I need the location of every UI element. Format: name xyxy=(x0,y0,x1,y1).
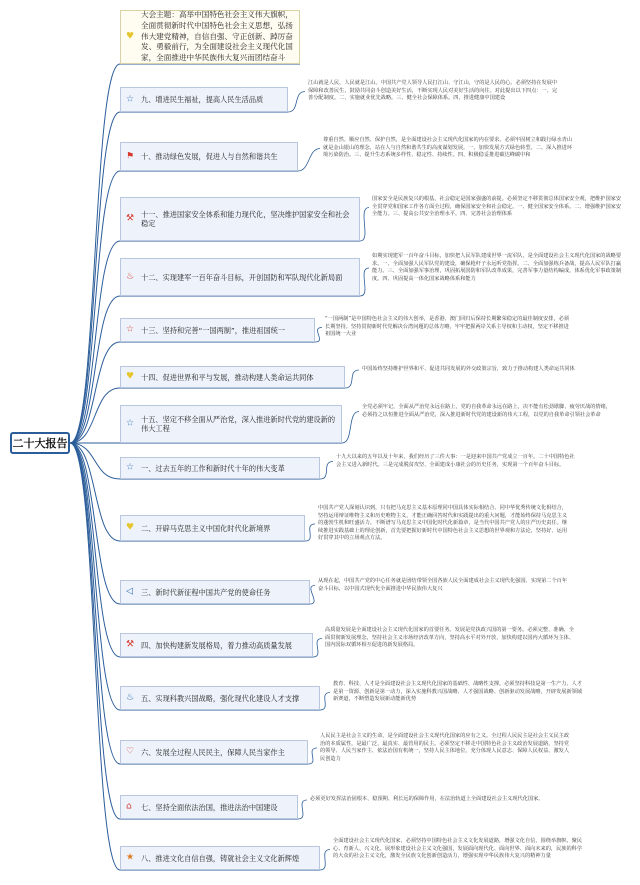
heart-icon: ♥ xyxy=(126,31,135,42)
connector-root-to-node xyxy=(70,443,120,819)
node-6[interactable]: ♡ 六、发展全过程人民民主，保障人民当家作主 xyxy=(120,740,308,764)
flame-icon: ♨ xyxy=(126,271,135,282)
connector-node-to-desc xyxy=(313,639,322,658)
connector-node-to-desc xyxy=(298,800,307,819)
desc-10: 尊重自然、顺应自然、保护自然，是全面建设社会主义现代化国家的内在要求。必须牢固树立和践行绿水青山就是金山银山的理念，站在人与自然和谐共生的高度谋划发展。一、加快发展方式绿色转型。二、深入推进环境污染防治。三、提升生态系统多样性、稳定性、持续性。四、积极稳妥推进碳达峰碳中和 xyxy=(323,137,573,159)
connector-node-to-desc xyxy=(315,328,322,343)
heart-outline-icon: ♡ xyxy=(126,746,135,757)
star-icon: ☆ xyxy=(126,418,135,429)
desc-12: 如期实现建军一百年奋斗目标，加快把人民军队建成世界一流军队，是全面建设社会主义现代化国家的战略要求。一、全面加强人民军队党的建设，确保枪杆子永远听党指挥。二、全面加强练兵备战，提高人民军队打赢能力。三、全面加强军事治理，巩固拓展国防和军队改革成果，完善军事力量结构编成，体系优化军事政策制度。四、巩固提高一体化国家战略体系和能力 xyxy=(372,253,622,282)
connector-node-to-desc xyxy=(298,149,320,172)
node-theme[interactable]: ♥ 大会主题：高举中国特色社会主义伟大旗帜，全面贯彻新时代中国特色社会主义思想，弘扬伟大建党精神，自信自强、守正创新、踔厉奋发、勇毅前行，为全面建设社会主义现代化国家，全面推进中华民族伟大复兴而团结奋斗 xyxy=(120,10,300,64)
node-13[interactable]: ☆ 十三、坚持和完善“一国两制”，推进祖国统一 xyxy=(120,318,315,342)
desc-8: 全面建设社会主义现代化国家，必须坚持中国特色社会主义文化发展道路，增强文化自信，围绕举旗帜、聚民心、育新人、兴文化、展形象建设社会主义文化强国，发展面向现代化、面向世界、面向未来的，民族的科学的大众的社会主义文化，激发全民族文化创新创造活力，增强实现中华民族伟大复兴的精神力量 xyxy=(333,838,583,860)
desc-6: 人民民主是社会主义的生命，是全面建设社会主义现代化国家的应有之义。全过程人民民主是社会主义民主政治的本质属性，是最广泛、最真实、最管用的民主。必须坚定不移走中国特色社会主义政治发展道路，坚持党的领导、人民当家作主、依法治国有机统一，坚持人民主体地位，充分体现人民意志、保障人民权益、激发人民创造力 xyxy=(320,733,570,762)
node-4[interactable]: ⚒ 四、加快构建新发展格局，着力推动高质量发展 xyxy=(120,633,313,657)
desc-13: “一国两制”是中国特色社会主义的伟大创举，是香港、澳门回归后保持长期繁荣稳定的最佳制度安排，必须长期坚持。坚持贯彻新时代党解决台湾问题的总体方略，牢牢把握两岸关系主导权和主动权，坚定不移推进祖国统一大业 xyxy=(325,316,570,338)
root-topic[interactable]: 二十大报告 xyxy=(10,432,70,454)
tools-icon: ⚒ xyxy=(126,639,135,650)
connector-node-to-desc xyxy=(320,462,333,480)
flag-icon: ⚑ xyxy=(126,151,135,161)
connector-node-to-desc xyxy=(320,850,330,871)
connector-node-to-desc xyxy=(360,208,369,242)
heart-icon: ♥ xyxy=(126,522,135,533)
desc-2: 中国共产党人深刻认识到，只有把马克思主义基本原理同中国具体实际相结合、同中华优秀传统文化相结合，坚持运用辩证唯物主义和历史唯物主义，才能正确回答时代和实践提出的重大问题，才能始终保持马克思主义的蓬勃生机和旺盛活力。不断谱写马克思主义中国化时代化新篇章，是当代中国共产党人的庄严历史责任。继续推进实践基础上的理论创新，首先要把握好新时代中国特色社会主义思想的世界观和方法论，坚持好、运用好贯穿其中的立场观点方法。 xyxy=(318,505,568,542)
connector-node-to-desc xyxy=(342,412,359,444)
desc-11: 国家安全是民族复兴的根基，社会稳定是国家强盛的前提。必须坚定不移贯彻总体国家安全观，把维护国家安全贯穿党和国家工作各方面全过程，确保国家安全和社会稳定。一、健全国家安全体系。二、增强维护国家安全能力。三、提高公共安全治理水平。四、完善社会治理体系 xyxy=(372,196,622,218)
desc-7: 必须更好发挥法治固根本、稳预期、利长远的保障作用，在法治轨道上全面建设社会主义现代化国家。 xyxy=(310,796,544,802)
connector-root-to-node xyxy=(70,171,120,443)
send-icon: ◁ xyxy=(126,586,133,597)
desc-15: 全党必须牢记，全面从严治党永远在路上，党的自我革命永远在路上，决不能有松劲歇脚、疲劳厌战的情绪，必须持之以恒推进全面从严治党，深入推进新时代党的建设新的伟大工程，以党的自我革命引领社会革命 xyxy=(362,404,612,418)
connector-node-to-desc xyxy=(308,748,317,764)
node-3[interactable]: ◁ 三、新时代新征程中国共产党的使命任务 xyxy=(120,580,310,604)
connector-node-to-desc xyxy=(305,524,315,541)
node-14[interactable]: ♥ 十四、促进世界和平与发展，推动构建人类命运共同体 xyxy=(120,366,345,388)
desc-3: 从现在起，中国共产党的中心任务就是团结带领全国各族人民全面建成社会主义现代化强国、实现第二个百年奋斗目标，以中国式现代化全面推进中华民族伟大复兴 xyxy=(318,578,568,592)
connector-node-to-desc xyxy=(320,693,330,711)
heart-icon: ♥ xyxy=(126,371,135,382)
desc-5: 教育、科技、人才是全面建设社会主义现代化国家的基础性、战略性支撑。必须坚持科技是第一生产力、人才是第一资源、创新是第一动力，深入实施科教兴国战略、人才强国战略、创新驱动发展战略，开辟发展新领域新赛道，不断塑造发展新动能新优势 xyxy=(333,681,583,703)
connector-node-to-desc xyxy=(345,370,359,388)
star-icon: ★ xyxy=(126,852,135,863)
flame-icon: ♨ xyxy=(126,692,135,703)
node-2[interactable]: ♥ 二、开辟马克思主义中国化时代化新境界 xyxy=(120,515,305,541)
node-10[interactable]: ⚑ 十、推动绿色发展，促进人与自然和谐共生 xyxy=(120,142,298,171)
connector-node-to-desc xyxy=(288,92,305,113)
node-15[interactable]: ☆ 十五、坚定不移全面从严治党，深入推进新时代党的建设新的伟大工程 xyxy=(120,405,342,443)
desc-14: 中国始终坚持维护世界和平、促进共同发展的外交政策宗旨，致力于推动构建人类命运共同体 xyxy=(362,366,575,372)
connector-root-to-node xyxy=(70,296,120,443)
home-icon: ⌂ xyxy=(126,801,132,812)
node-12[interactable]: ♨ 十二、实现建军一百年奋斗目标，开创国防和军队现代化新局面 xyxy=(120,258,360,296)
node-1[interactable]: ☆ 一、过去五年的工作和新时代十年的伟大变革 xyxy=(120,457,320,479)
node-8[interactable]: ★ 八、推进文化自信自强，铸就社会主义文化新辉煌 xyxy=(120,846,320,870)
desc-1: 十九大以来的五年以及十年来，我们经历了三件大事：一是迎来中国共产党成立一百年。二十中国特色社会主义进入新时代。三是完成脱贫攻坚、全面建成小康社会的历史任务，实现第一个百年奋斗目标。 xyxy=(336,454,575,468)
star-icon: ☆ xyxy=(126,462,135,473)
connector-node-to-desc xyxy=(360,268,369,296)
node-7[interactable]: ⌂ 七、坚持全面依法治国，推进法治中国建设 xyxy=(120,795,298,819)
connector-root-to-node xyxy=(70,443,120,870)
node-11[interactable]: ⚒ 十一、推进国家安全体系和能力现代化，坚决维护国家安全和社会稳定 xyxy=(120,197,360,241)
desc-4: 高质量发展是全面建设社会主义现代化国家的首要任务。发展是党执政兴国的第一要务。必须完整、准确、全面贯彻新发展理念，坚持社会主义市场经济改革方向，坚持高水平对外开放，加快构建以国内大循环为主体、国内国际双循环相互促进的新发展格局。 xyxy=(325,627,575,649)
connector-root-to-node xyxy=(70,342,120,443)
star-icon: ☆ xyxy=(126,324,135,335)
node-5[interactable]: ♨ 五、实现科教兴国战略，强化现代化建设人才支撑 xyxy=(120,686,320,710)
connector-node-to-desc xyxy=(310,586,315,605)
node-9[interactable]: ☆ 九、增进民生福祉，提高人民生活品质 xyxy=(120,87,288,112)
star-icon: ☆ xyxy=(126,94,135,104)
tools-icon: ⚒ xyxy=(126,213,135,224)
connector-root-to-node xyxy=(70,443,120,710)
desc-9: 江山就是人民，人民就是江山。中国共产党人领导人民打江山、守江山，守的是人民的心。必须坚持在发展中保障和改善民生，鼓励共同奋斗创造美好生活，不断实现人民对美好生活的向往。对此提出以下四点：一、完善分配制度。二、实施就业优先战略。三、健全社会保障体系。四、推进健康中国建设 xyxy=(308,80,558,102)
